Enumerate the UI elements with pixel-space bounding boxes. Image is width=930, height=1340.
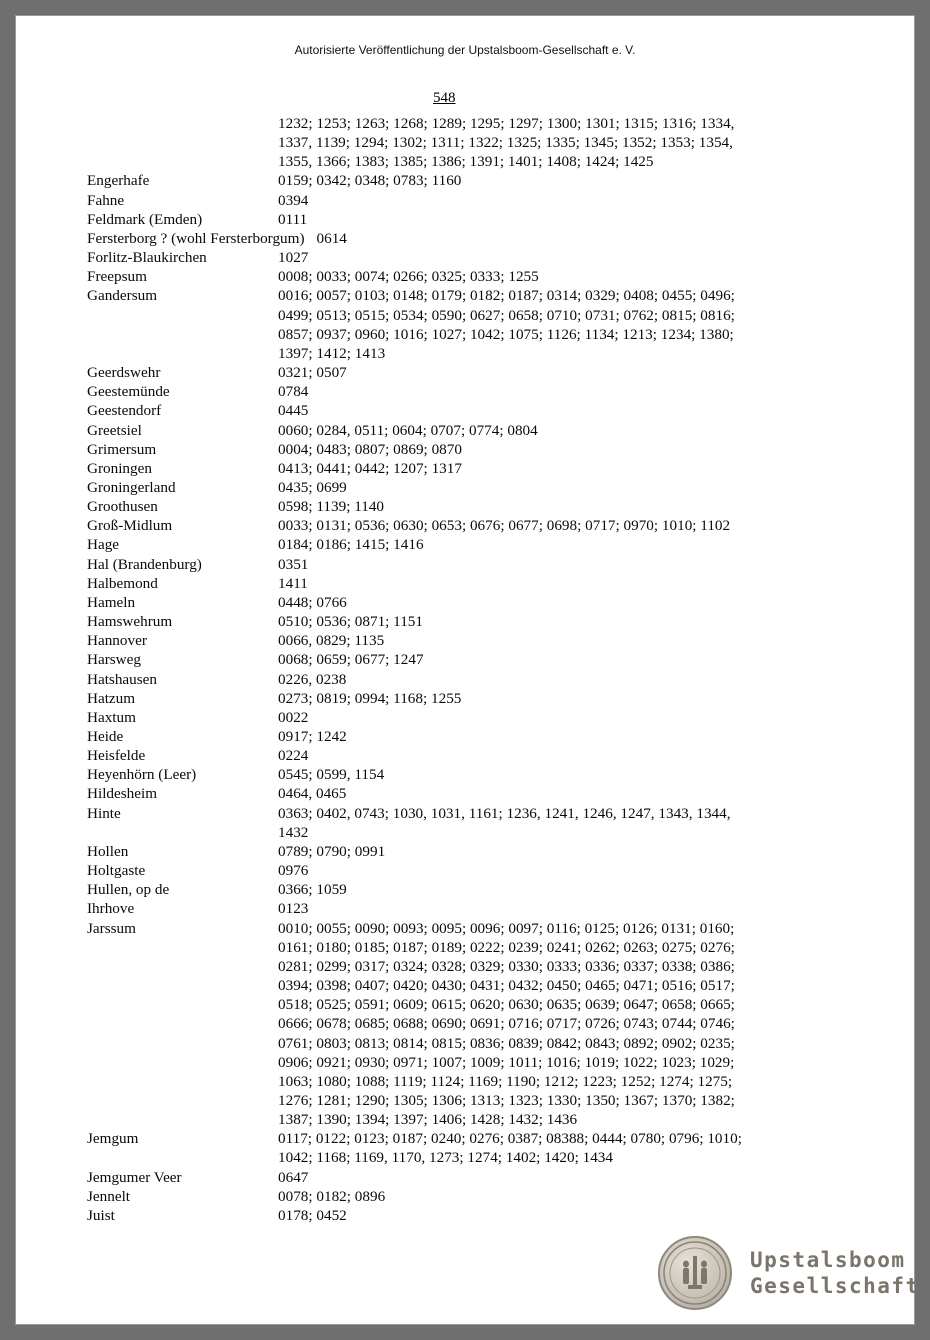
place-name: Geestemünde [87,383,170,401]
reference-line: 1042; 1168; 1169, 1170, 1273; 1274; 1402; 1420; 1434 [278,1149,613,1167]
reference-numbers [278,689,808,708]
reference-line: 0598; 1139; 1140 [278,498,385,516]
reference-line: 0906; 0921; 0930; 0971; 1007; 1009; 1011; 1016; 1019; 1022; 1023; 1029; [278,1053,735,1071]
index-entry [87,248,807,267]
place-name: Hullen, op de [87,881,170,899]
index-entry [87,631,807,650]
reference-line: 0224 [278,747,309,765]
reference-line: 0394 [278,191,309,209]
index-entry [87,171,807,190]
place-name: Haxtum [87,708,136,726]
reference-line: 0008; 0033; 0074; 0266; 0325; 0333; 1255 [278,268,539,286]
reference-line: 0351 [278,555,309,573]
index-entry [87,401,807,420]
place-name: Hinte [87,804,121,822]
reference-numbers [278,1129,808,1167]
reference-line: 0413; 0441; 0442; 1207; 1317 [278,459,462,477]
reference-line: 0363; 0402, 0743; 1030, 1031, 1161; 1236, 1241, 1246, 1247, 1343, 1344, [278,804,731,822]
reference-line: 0857; 0937; 0960; 1016; 1027; 1042; 1075; 1126; 1134; 1213; 1234; 1380; [278,325,734,343]
place-name: Ihrhove [87,900,135,918]
place-name: Juist [87,1206,115,1224]
reference-line: 0184; 0186; 1415; 1416 [278,536,424,554]
page-number: 548 [433,90,456,106]
reference-line: 0033; 0131; 0536; 0630; 0653; 0676; 0677; 0698; 0717; 0970; 1010; 1102 [278,517,731,535]
reference-line: 1063; 1080; 1088; 1119; 1124; 1169; 1190; 1212; 1223; 1252; 1274; 1275; [278,1072,733,1090]
index-entry [87,650,807,669]
reference-line: 0666; 0678; 0685; 0688; 0690; 0691; 0716; 0717; 0726; 0743; 0744; 0746; [278,1015,735,1033]
place-name: Hatzum [87,689,136,707]
place-name: Jennelt [87,1187,131,1205]
index-entry [87,861,807,880]
index-entry [87,1187,807,1206]
place-name: Grimersum [87,440,157,458]
index-entry [87,229,807,248]
reference-numbers [278,497,808,516]
reference-numbers [278,555,808,574]
reference-line: 0123 [278,900,309,918]
place-name: Greetsiel [87,421,142,439]
index-entry [87,746,807,765]
reference-line: 0060; 0284, 0511; 0604; 0707; 0774; 0804 [278,421,538,439]
index-entry [87,842,807,861]
reference-line: 1397; 1412; 1413 [278,344,386,362]
reference-line: 0066, 0829; 1135 [278,632,385,650]
reference-numbers [278,267,808,286]
reference-numbers [278,765,808,784]
index-entry [87,210,807,229]
reference-numbers [278,363,808,382]
reference-line: 0510; 0536; 0871; 1151 [278,613,423,631]
index-entry [87,459,807,478]
reference-line: 1355, 1366; 1383; 1385; 1386; 1391; 1401; 1408; 1424; 1425 [278,153,654,171]
reference-line: 0445 [278,402,309,420]
reference-line: 0435; 0699 [278,478,347,496]
place-name: Hal (Brandenburg) [87,555,202,573]
reference-numbers [278,612,808,631]
index-entry [87,421,807,440]
index-entry [87,478,807,497]
reference-line: 0178; 0452 [278,1206,347,1224]
place-name: Groningen [87,459,152,477]
index-entry [87,574,807,593]
reference-line: 0518; 0525; 0591; 0609; 0615; 0620; 0630; 0635; 0639; 0647; 0658; 0665; [278,996,735,1014]
reference-line: 0022 [278,708,309,726]
index-entry [87,516,807,535]
index-entry [87,919,807,1130]
reference-line: 0111 [278,210,308,228]
reference-line: 0976 [278,862,309,880]
place-name: Hameln [87,593,136,611]
reference-line: 0159; 0342; 0348; 0783; 1160 [278,172,462,190]
reference-line: 1232; 1253; 1263; 1268; 1289; 1295; 1297; 1300; 1301; 1315; 1316; 1334, [278,115,735,132]
reference-numbers [278,516,808,535]
reference-line: 0464, 0465 [278,785,347,803]
reference-numbers [278,880,808,899]
place-name: Harsweg [87,651,141,669]
reference-numbers [278,114,808,171]
reference-line: 0545; 0599, 1154 [278,766,385,784]
brand-text [750,1247,920,1299]
place-name: Hamswehrum [87,613,173,631]
reference-numbers [278,670,808,689]
place-name: Engerhafe [87,172,150,190]
reference-numbers [278,191,808,210]
reference-numbers [278,919,808,1130]
place-name [87,114,278,171]
reference-numbers [278,861,808,880]
reference-numbers [278,535,808,554]
brand-line-1: Upstalsboom [750,1248,906,1272]
reference-numbers [317,229,347,248]
page-header: Autorisierte Veröffentlichung der Upstalsboom-Gesellschaft e. V. [294,43,636,57]
reference-line: 0078; 0182; 0896 [278,1187,386,1205]
reference-numbers [278,593,808,612]
place-name: Jemgum [87,1130,139,1148]
place-name: Halbemond [87,574,158,592]
reference-line: 0761; 0803; 0813; 0814; 0815; 0836; 0839; 0842; 0843; 0892; 0902; 0235; [278,1034,735,1052]
place-name: Holtgaste [87,862,146,880]
place-name: Jemgumer Veer [87,1168,182,1186]
reference-numbers [278,440,808,459]
reference-numbers [278,171,808,190]
index-entry [87,708,807,727]
place-name: Hage [87,536,120,554]
index-entry [87,286,807,363]
reference-line: 1027 [278,249,309,267]
seal-emblem-icon [658,1236,732,1310]
reference-line: 0647 [278,1168,309,1186]
place-name: Forlitz-Blaukirchen [87,249,207,267]
reference-line: 0273; 0819; 0994; 1168; 1255 [278,689,462,707]
index-entry [87,440,807,459]
reference-line: 0161; 0180; 0185; 0187; 0189; 0222; 0239; 0241; 0262; 0263; 0275; 0276; [278,938,735,956]
reference-line: 0614 [316,229,347,247]
place-name: Hatshausen [87,670,158,688]
reference-numbers [278,210,808,229]
index-entry [87,593,807,612]
reference-line: 0068; 0659; 0677; 1247 [278,651,424,669]
index-entry [87,363,807,382]
index-entry [87,1206,807,1225]
reference-line: 1276; 1281; 1290; 1305; 1306; 1313; 1323; 1330; 1350; 1367; 1370; 1382; [278,1091,735,1109]
place-name: Freepsum [87,268,147,286]
index-entry [87,267,807,286]
reference-line: 1411 [278,574,308,592]
reference-numbers [278,286,808,363]
place-name: Feldmark (Emden) [87,210,203,228]
place-name: Geestendorf [87,402,162,420]
reference-line: 0321; 0507 [278,364,347,382]
reference-line: 0917; 1242 [278,728,347,745]
reference-line: 1387; 1390; 1394; 1397; 1406; 1428; 1432; 1436 [278,1111,578,1129]
place-index [87,114,807,1225]
reference-numbers [278,804,808,842]
reference-numbers [278,784,808,803]
reference-line: 0448; 0766 [278,593,347,611]
reference-line: 0117; 0122; 0123; 0187; 0240; 0276; 0387; 08388; 0444; 0780; 0796; 1010; [278,1130,742,1148]
society-logo [658,1236,920,1310]
index-entry [87,784,807,803]
place-name: Gandersum [87,287,158,305]
index-entry [87,1129,807,1167]
index-entry [87,880,807,899]
place-name: Fersterborg ? (wohl Fersterborgum) [87,229,305,247]
reference-numbers [278,631,808,650]
place-name: Heide [87,728,124,745]
place-name: Groningerland [87,478,176,496]
reference-numbers [278,401,808,420]
reference-numbers [278,1206,808,1225]
index-entry [87,804,807,842]
reference-numbers [278,842,808,861]
index-entry [87,555,807,574]
index-entry [87,612,807,631]
reference-numbers [278,899,808,918]
place-name: Hollen [87,842,129,860]
index-entry [87,765,807,784]
index-entry [87,1168,807,1187]
reference-line: 1432 [278,823,309,841]
place-name: Heisfelde [87,747,146,765]
index-entry [87,899,807,918]
place-name: Groß-Midlum [87,517,173,535]
reference-line: 0281; 0299; 0317; 0324; 0328; 0329; 0330; 0333; 0336; 0337; 0338; 0386; [278,957,735,975]
reference-line: 0499; 0513; 0515; 0534; 0590; 0627; 0658; 0710; 0731; 0762; 0815; 0816; [278,306,735,324]
reference-numbers [278,478,808,497]
place-name: Groothusen [87,498,158,516]
reference-numbers [278,727,808,746]
reference-numbers [278,746,808,765]
reference-line: 0226, 0238 [278,670,347,688]
reference-line: 0366; 1059 [278,881,347,899]
index-entry [87,191,807,210]
index-entry [87,382,807,401]
reference-numbers [278,708,808,727]
place-name: Hannover [87,632,147,650]
reference-numbers [278,1187,808,1206]
reference-line: 0010; 0055; 0090; 0093; 0095; 0096; 0097; 0116; 0125; 0126; 0131; 0160; [278,919,735,937]
place-name: Fahne [87,191,125,209]
reference-numbers [278,574,808,593]
place-name: Jarssum [87,919,136,937]
brand-line-2: Gesellschaft [750,1274,920,1298]
index-entry [87,114,807,171]
place-name: Geerdswehr [87,364,161,382]
reference-numbers [278,421,808,440]
reference-line: 0789; 0790; 0991 [278,842,386,860]
reference-line: 1337, 1139; 1294; 1302; 1311; 1322; 1325; 1335; 1345; 1352; 1353; 1354, [278,134,733,152]
place-name: Heyenhörn (Leer) [87,766,197,784]
reference-numbers [278,382,808,401]
index-entry [87,689,807,708]
place-name: Hildesheim [87,785,158,803]
reference-line: 0784 [278,383,309,401]
reference-numbers [278,1168,808,1187]
reference-numbers [278,459,808,478]
reference-numbers [278,650,808,669]
reference-line: 0016; 0057; 0103; 0148; 0179; 0182; 0187; 0314; 0329; 0408; 0455; 0496; [278,287,735,305]
index-entry [87,727,807,746]
index-entry [87,670,807,689]
reference-line: 0004; 0483; 0807; 0869; 0870 [278,440,462,458]
index-entry [87,497,807,516]
index-entry [87,535,807,554]
reference-numbers [278,248,808,267]
reference-line: 0394; 0398; 0407; 0420; 0430; 0431; 0432; 0450; 0465; 0471; 0516; 0517; [278,977,735,995]
